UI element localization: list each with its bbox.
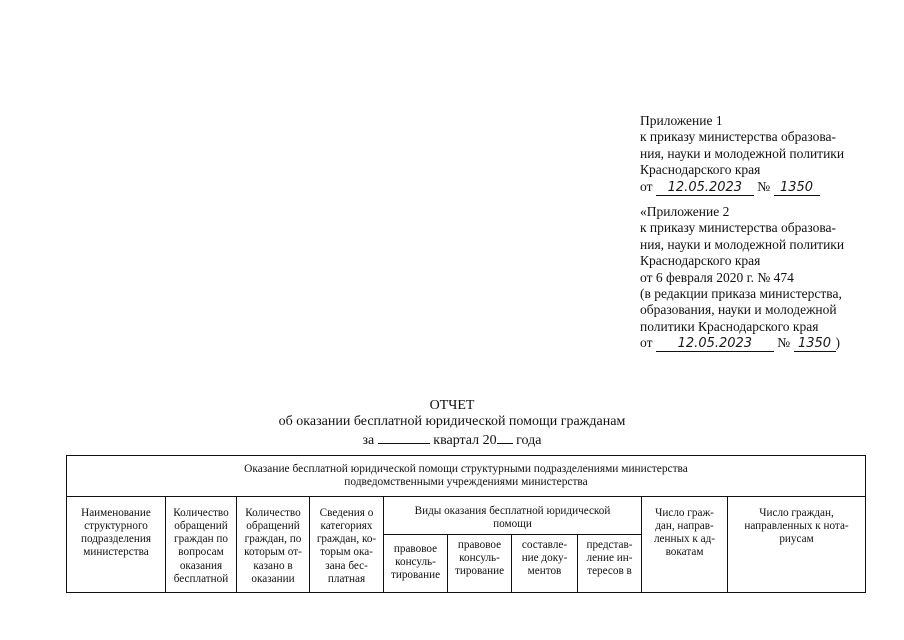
text-line: граждан, ко- xyxy=(316,533,377,546)
text-line: образования, науки и молодежной xyxy=(640,302,837,318)
handwritten-date: 12.05.2023 xyxy=(656,181,754,196)
header-notaries xyxy=(728,496,866,592)
header-help-types xyxy=(384,496,642,534)
text-line: структурного xyxy=(84,519,148,532)
text-line: граждан, по xyxy=(244,533,302,546)
handwritten-date: 12.05.2023 xyxy=(656,337,774,352)
text-line: политики Краснодарского края xyxy=(640,318,819,334)
date-prefix: от xyxy=(640,178,653,194)
subheader-document-drafting xyxy=(512,534,578,592)
text-line: зана бес- xyxy=(325,559,368,572)
year-blank xyxy=(497,431,513,444)
text-line: составле- xyxy=(521,538,568,551)
text-line: торым ока- xyxy=(320,546,373,559)
text-line: к приказу министерства образова- xyxy=(640,220,837,236)
handwritten-number: 1350 xyxy=(774,181,820,196)
text-line: граждан по xyxy=(174,533,228,546)
text-line: вопросам xyxy=(178,546,224,559)
table-caption: Оказание бесплатной юридической помощи структурными подразделениями министерства подведомственными учреждениями министерства xyxy=(67,456,866,497)
text-line: бесплатной xyxy=(173,573,229,586)
text-line: обращений xyxy=(174,519,228,532)
text-line: ленных к ад- xyxy=(653,533,716,546)
handwritten-number: 1350 xyxy=(794,337,836,352)
period-prefix: за xyxy=(362,433,375,448)
table-caption-row xyxy=(67,456,866,497)
subheader-legal-consulting-1 xyxy=(384,534,448,592)
date-prefix: от xyxy=(640,335,653,351)
header-lawyers xyxy=(642,496,728,592)
text-line: категориях xyxy=(320,519,373,532)
text-line: дан, направ- xyxy=(655,519,714,532)
report-table xyxy=(66,455,866,593)
appendix-2-block xyxy=(640,204,844,352)
header-row-1 xyxy=(67,496,866,534)
text-line: казано в xyxy=(253,559,293,572)
text-line: консуль- xyxy=(459,551,500,564)
report-title: ОТЧЕТ xyxy=(429,398,475,413)
report-subtitle: об оказании бесплатной юридической помощи гражданам xyxy=(278,414,626,429)
text-line: которым от- xyxy=(244,546,302,559)
header-requests-count xyxy=(166,496,237,592)
text-line: от 6 февраля 2020 г. № 474 xyxy=(640,269,794,285)
text-line: министерства xyxy=(83,546,149,559)
text-line: Сведения о xyxy=(319,506,374,519)
text-line: к приказу министерства образова- xyxy=(640,129,837,145)
appendix-1-date-line xyxy=(640,179,844,196)
period-suffix: года xyxy=(516,433,542,448)
text-line: Число граж- xyxy=(655,506,714,519)
text-line: Приложение 1 xyxy=(640,113,723,128)
text-line: Краснодарского края xyxy=(640,162,761,178)
appendix-2-lines xyxy=(640,204,844,335)
text-line: Наименование xyxy=(81,506,151,519)
subheader-legal-consulting-2 xyxy=(448,534,512,592)
text-line: оказании xyxy=(251,573,295,586)
text-line: Количество xyxy=(173,506,229,519)
closing-paren: ) xyxy=(835,335,840,351)
report-period xyxy=(0,431,904,449)
period-middle: квартал 20 xyxy=(433,433,497,448)
text-line: подразделения xyxy=(80,533,152,546)
text-line: «Приложение 2 xyxy=(640,204,730,219)
appendix-1-lines xyxy=(640,113,844,179)
header-unit-name xyxy=(67,496,166,592)
text-line: правовое xyxy=(457,538,502,551)
text-line: правовое xyxy=(393,542,438,555)
text-line: представ- xyxy=(586,538,633,551)
text-line: Краснодарского края xyxy=(640,253,761,269)
header-refused-count xyxy=(237,496,310,592)
text-line: (в редакции приказа министерства, xyxy=(640,286,842,302)
text-line: консуль- xyxy=(395,555,436,568)
text-line: ление ин- xyxy=(586,551,633,564)
text-line: платная xyxy=(327,573,366,586)
appendix-2-date-line xyxy=(640,335,844,352)
text-line: Виды оказания бесплатной юридической xyxy=(414,504,611,517)
text-line: тирование xyxy=(454,565,505,578)
appendix-1-block xyxy=(640,113,844,196)
text-line: ния, науки и молодежной политики xyxy=(640,145,845,161)
quarter-blank xyxy=(378,431,430,444)
text-line: ние доку- xyxy=(521,551,568,564)
text-line: направленных к нота- xyxy=(744,519,849,532)
text-line: ментов xyxy=(527,565,562,578)
text-line: риусам xyxy=(779,533,814,546)
text-line: помощи xyxy=(493,517,532,530)
text-line: вокатам xyxy=(665,546,704,559)
text-line: обращений xyxy=(246,519,300,532)
subheader-representation xyxy=(578,534,642,592)
text-line: Число граждан, xyxy=(759,506,834,519)
text-line: ния, науки и молодежной политики xyxy=(640,236,845,252)
text-line: тирование xyxy=(390,569,441,582)
number-prefix: № xyxy=(757,178,771,194)
text-line: оказания xyxy=(179,559,223,572)
header-citizen-categories xyxy=(310,496,384,592)
text-line: тересов в xyxy=(587,565,632,578)
number-prefix: № xyxy=(777,335,791,351)
text-line: Количество xyxy=(245,506,301,519)
